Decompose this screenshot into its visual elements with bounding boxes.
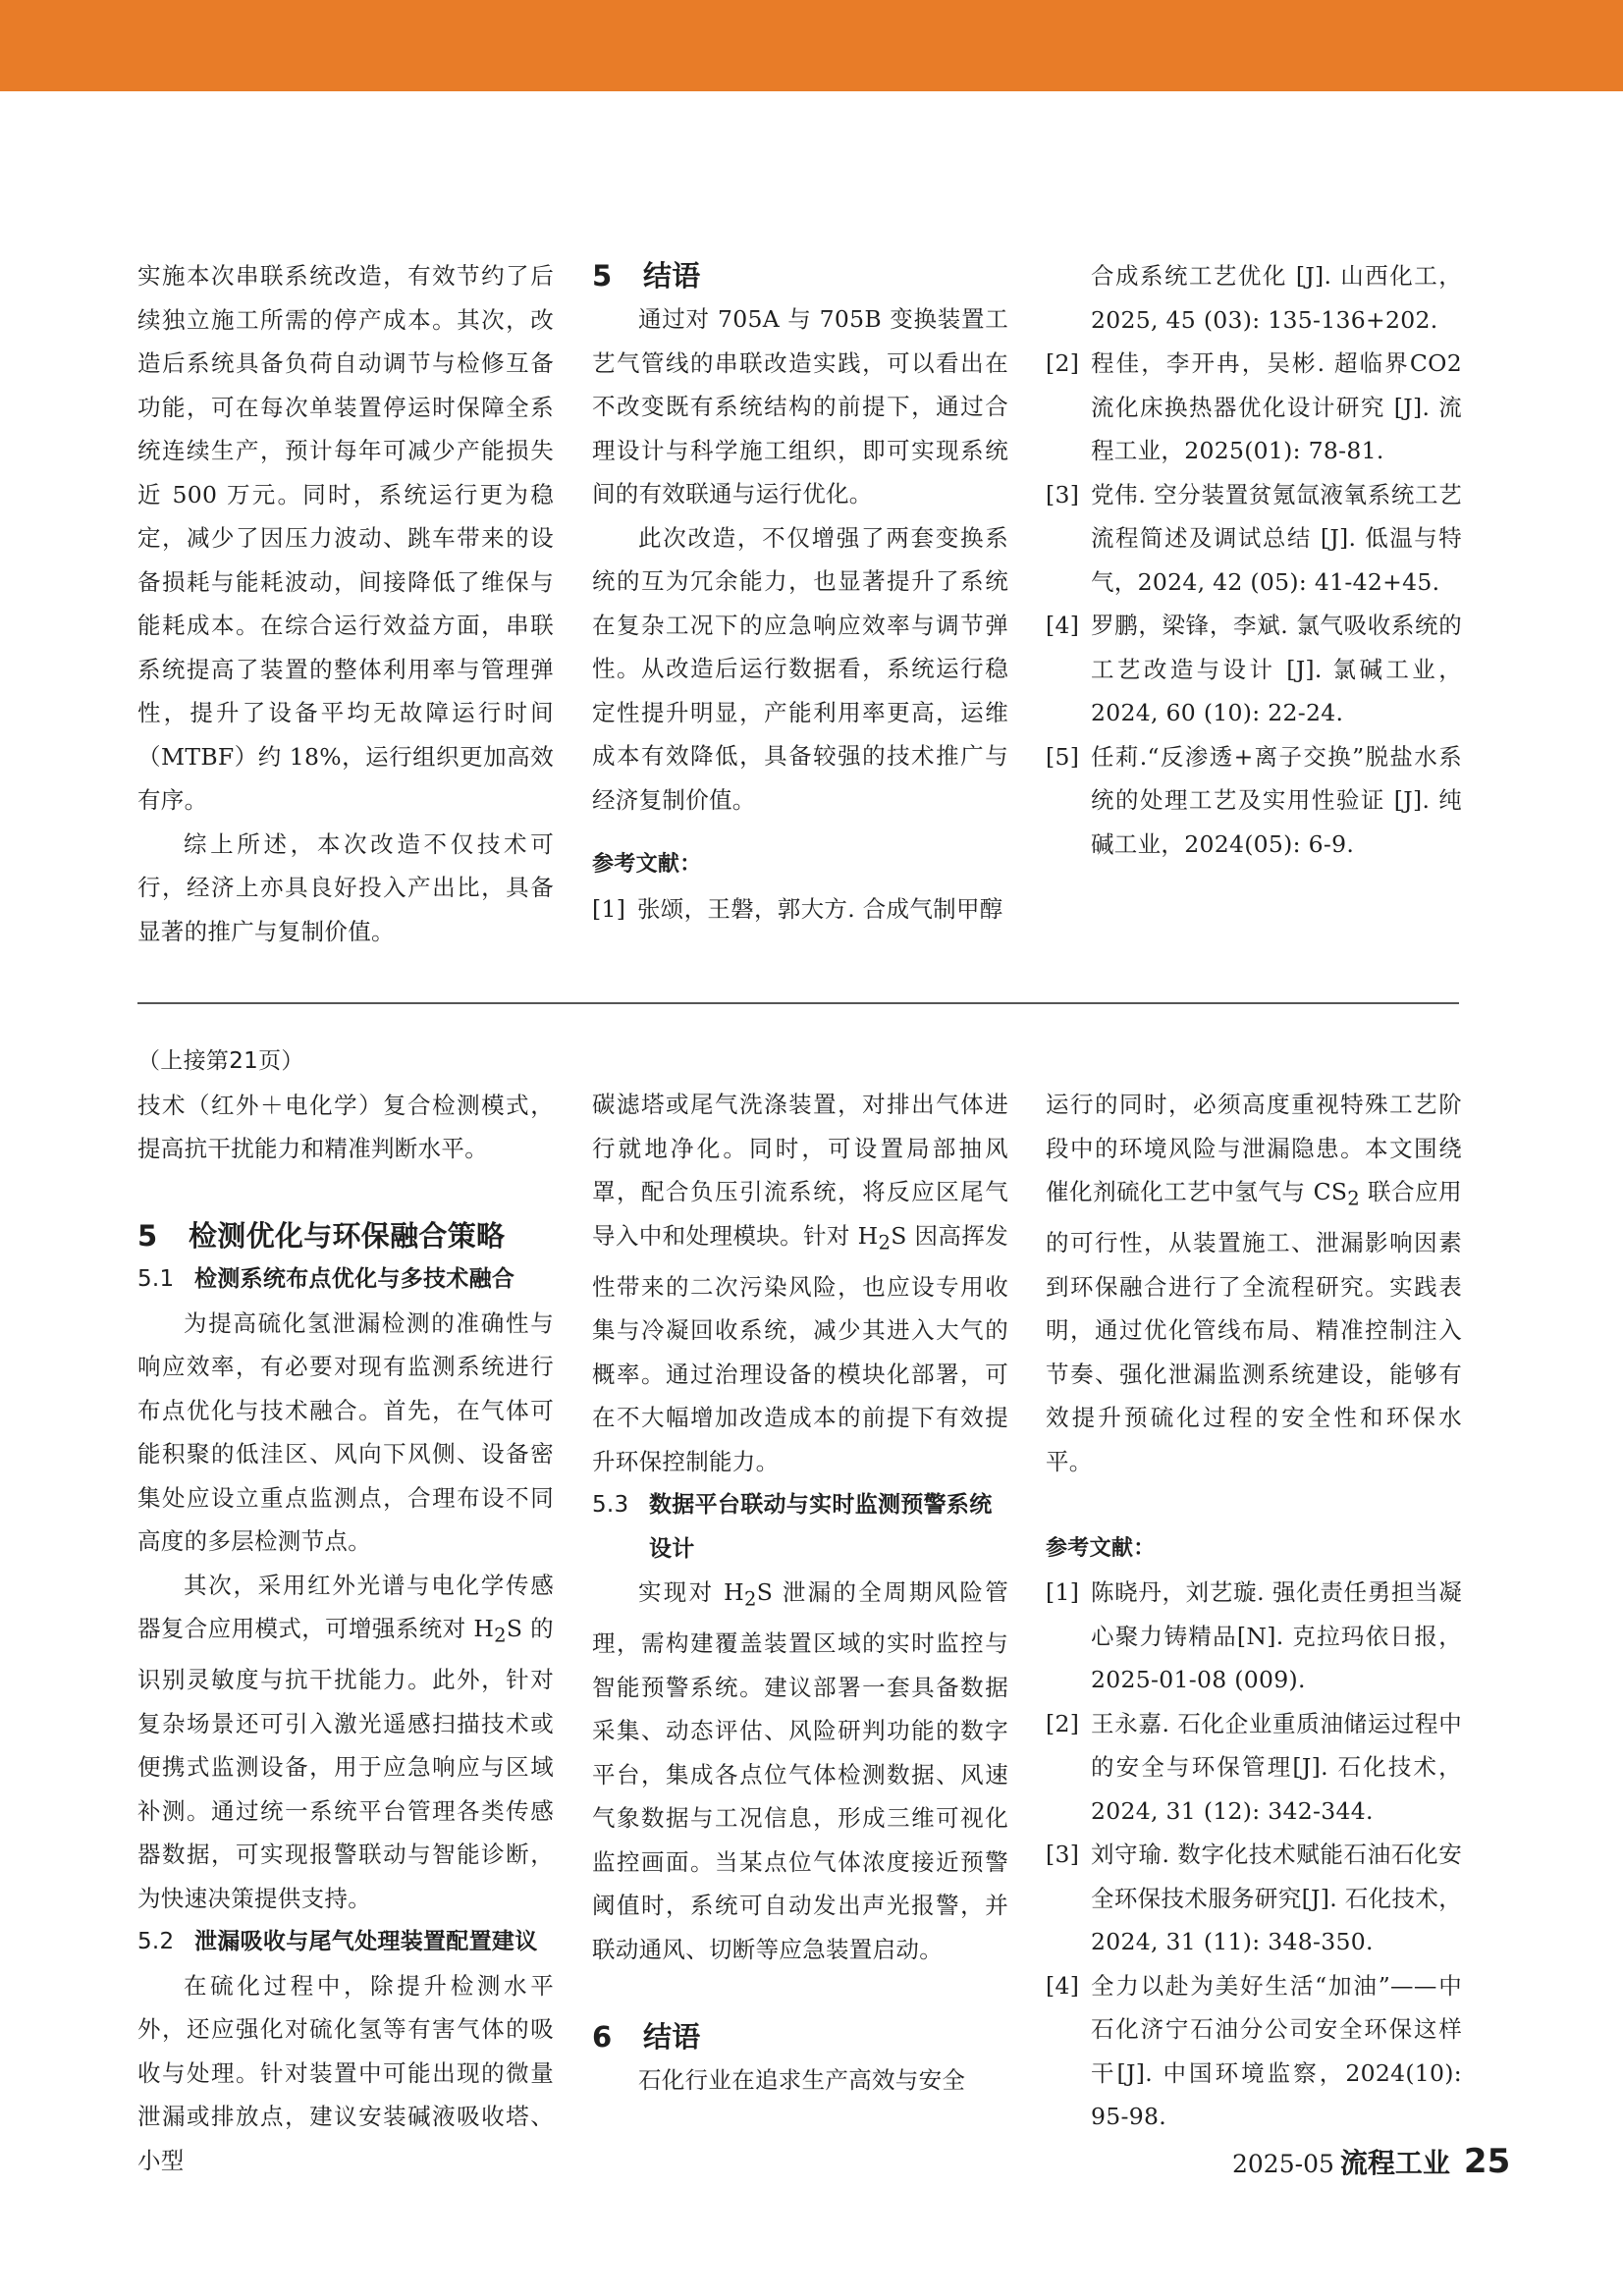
reference-item: 合成系统工艺优化 [J]. 山西化工，2025, 45 (03): 135-136+202. [1091,262,1462,334]
paragraph: 综上所述，本次改造不仅技术可行，经济上亦具良好投入产出比，具备显著的推广与复制价值。 [137,829,554,945]
paragraph: 其次，采用红外光谱与电化学传感器复合应用模式，可增强系统对 $H_2S$ 的识别灵敏度与抗干扰能力。此外，针对复杂场景还可引入激光遥感扫描技术或便携式监测设备，用于应急响应与区域补测。通过统一系统平台管理各类传感器数据，可实现报警联动与智能诊断，为快速决策提供支持。 [137,1571,554,1912]
subsection-heading: 5.1 检测系统布点优化与多技术融合 [137,1266,515,1292]
continued-note: （上接第21页） [137,1048,304,1074]
reference-item: [4] 罗鹏，梁锋，李斌. 氯气吸收系统的工艺改造与设计 [J]. 氯碱工业，2024, 60 (10): 22-24. [1046,612,1462,726]
section-heading: 6 结语 [592,2019,701,2054]
upper-column-2 [592,254,1008,931]
reference-item: [4] 全力以赴为美好生活“加油”——中石化济宁石油分公司安全环保这样干[J]. 中国环境监察，2024(10): 95-98. [1046,1971,1462,2131]
lower-column-3 [1046,1083,1462,2139]
paragraph: 技术（红外＋电化学）复合检测模式，提高抗干扰能力和精准判断水平。 [137,1091,554,1162]
subsection-heading: 5.3 数据平台联动与实时监测预警系统设计 [592,1492,993,1562]
upper-column-1 [137,254,554,953]
section-divider [137,1002,1459,1004]
paragraph: 碳滤塔或尾气洗涤装置，对排出气体进行就地净化。同时，可设置局部抽风罩，配合负压引流系统，将反应区尾气导入中和处理模块。针对 $H_2S$ 因高挥发性带来的二次污染风险，也应设专用收集与冷凝回收系统，减少其进入大气的概率。通过治理设备的模块化部署，可在不大幅增加改造成本的前提下有效提升环保控制能力。 [592,1091,1008,1475]
footer-issue: 2025-05 [1232,2150,1334,2178]
subsection-heading: 5.2 泄漏吸收与尾气处理装置配置建议 [137,1929,538,1955]
paragraph: 在硫化过程中，除提升检测水平外，还应强化对硫化氢等有害气体的吸收与处理。针对装置中可能出现的微量泄漏或排放点，建议安装碱液吸收塔、小型 [137,1971,554,2174]
paragraph: 此次改造，不仅增强了两套变换系统的互为冗余能力，也显著提升了系统在复杂工况下的应急响应效率与调节弹性。从改造后运行数据看，系统运行稳定性提升明显，产能利用率更高，运维成本有效降低，具备较强的技术推广与经济复制价值。 [592,523,1008,814]
reference-item: [3] 党伟. 空分装置贫氪氙液氧系统工艺流程简述及调试总结 [J]. 低温与特气，2024, 42 (05): 41-42+45. [1046,480,1462,596]
upper-column-3 [1046,254,1462,866]
paragraph: 实施本次串联系统改造，有效节约了后续独立施工所需的停产成本。其次，改造后系统具备负荷自动调节与检修互备功能，可在每次单装置停运时保障全系统连续生产，预计每年可减少产能损失近 500 万元。同时，系统运行更为稳定，减少了因压力波动、跳车带来的设备损耗与能耗波动，间接降低了维保与能耗成本。在综合运行效益方面，串联系统提高了装置的整体利用率与管理弹性，提升了设备平均无故障运行时间（MTBF）约 18%，运行组织更加高效有序。 [137,262,554,814]
footer-journal-name: 流程工业 [1339,2147,1450,2179]
section-heading: 5 结语 [592,259,701,293]
reference-item: [5] 任莉.“反渗透+离子交换”脱盐水系统的处理工艺及实用性验证 [J]. 纯碱工业，2024(05): 6-9. [1046,742,1462,858]
reference-item: [2] 王永嘉. 石化企业重质油储运过程中的安全与环保管理[J]. 石化技术，2024, 31 (12): 342-344. [1046,1709,1462,1825]
lower-column-2 [592,1083,1008,2102]
references-title: 参考文献： [1046,1535,1156,1561]
references-title: 参考文献： [592,852,702,877]
paragraph: 运行的同时，必须高度重视特殊工艺阶段中的环境风险与泄漏隐患。本文围绕催化剂硫化工艺中氢气与 $CS_2$ 联合应用的可行性，从装置施工、泄漏影响因素到环保融合进行了全流程研究。实践表明，通过优化管线布局、精准控制注入节奏、强化泄漏监测系统建设，能够有效提升预硫化过程的安全性和环保水平。 [1046,1091,1462,1475]
page-number: 25 [1463,2142,1511,2181]
paragraph: 通过对 705A 与 705B 变换装置工艺气管线的串联改造实践，可以看出在不改变既有系统结构的前提下，通过合理设计与科学施工组织，即可实现系统间的有效联通与运行优化。 [592,305,1008,507]
paragraph: 石化行业在追求生产高效与安全 [638,2065,966,2094]
reference-item: [2] 程佳，李开冉，吴彬. 超临界CO2流化床换热器优化设计研究 [J]. 流程工业，2025(01): 78-81. [1046,349,1462,464]
paragraph: 为提高硫化氢泄漏检测的准确性与响应效率，有必要对现有监测系统进行布点优化与技术融合。首先，在气体可能积聚的低洼区、风向下风侧、设备密集处应设立重点监测点，合理布设不同高度的多层检测节点。 [137,1308,554,1555]
section-heading: 5 检测优化与环保融合策略 [137,1219,506,1253]
reference-item: [1] 陈晓丹，刘艺璇. 强化责任勇担当凝心聚力铸精品[N]. 克拉玛依日报，2025-01-08 (009). [1046,1578,1462,1694]
paragraph: 实现对 $H_2S$ 泄漏的全周期风险管理，需构建覆盖装置区域的实时监控与智能预警系统。建议部署一套具备数据采集、动态评估、风险研判功能的数字平台，集成各点位气体检测数据、风速气象数据与工况信息，形成三维可视化监控画面。当某点位气体浓度接近预警阈值时，系统可自动发出声光报警，并联动通风、切断等应急装置启动。 [592,1578,1008,1963]
top-color-bar [0,0,1623,91]
reference-item: [1] 张颂，王磐，郭大方. 合成气制甲醇 [592,894,1003,923]
page-footer [1232,2140,1510,2186]
lower-column-1 [137,1040,554,2182]
reference-item: [3] 刘守瑜. 数字化技术赋能石油石化安全环保技术服务研究[J]. 石化技术，2024, 31 (11): 348-350. [1046,1841,1462,1956]
